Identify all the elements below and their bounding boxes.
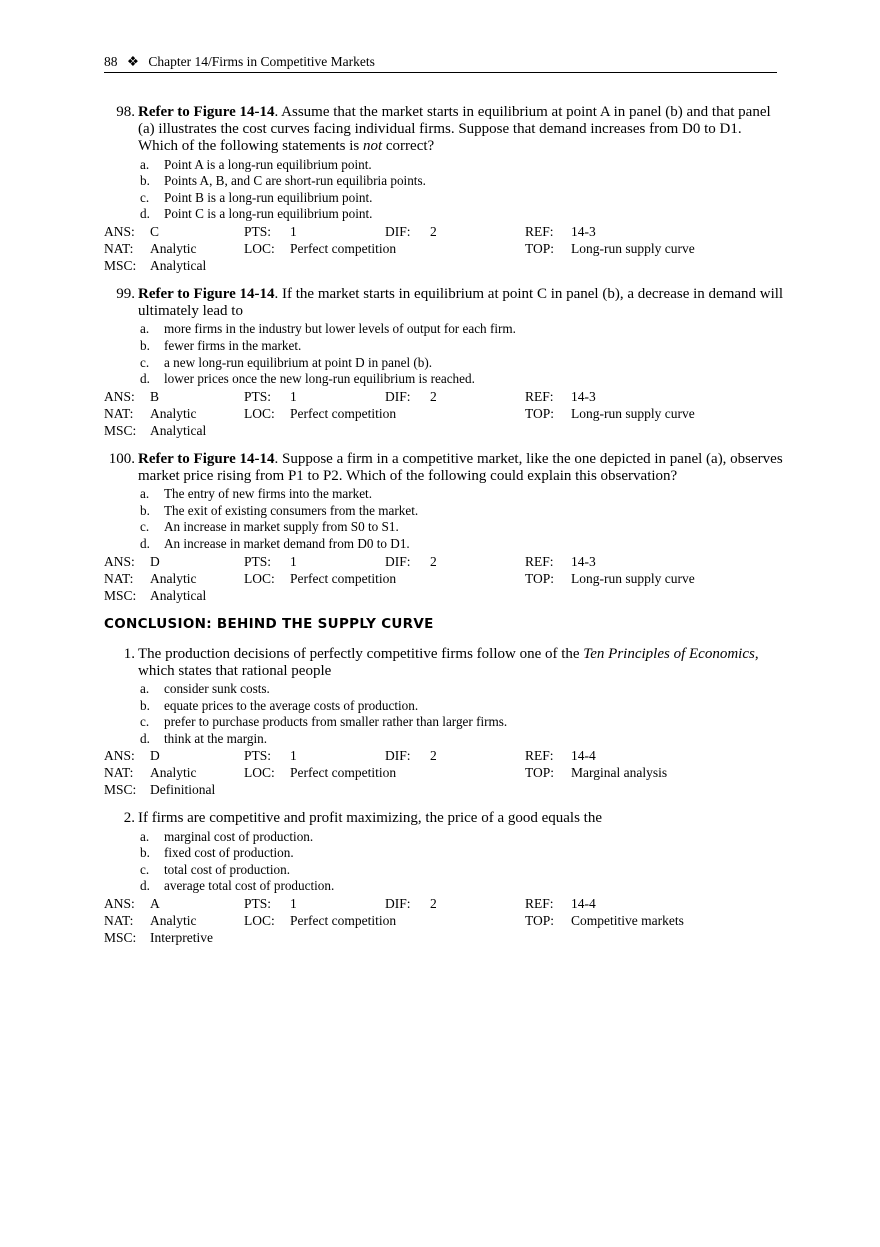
choice-text: fixed cost of production. [164,845,294,861]
answer-choice [104,698,784,715]
meta-loc-label: LOC: [244,240,275,256]
meta-dif-label: DIF: [385,553,411,569]
choice-letter: b. [140,337,150,353]
metadata-row [104,764,784,781]
meta-dif-label: DIF: [385,388,411,404]
choice-text: The exit of existing consumers from the market. [164,502,419,518]
meta-dif-label: DIF: [385,223,411,239]
question-text-end: , which states that rational people [138,645,759,679]
meta-top: Long-run supply curve [571,570,695,586]
choice-text: average total cost of production. [164,878,335,894]
question-emphasis: Ten Principles of Economics [583,645,755,662]
meta-loc: Perfect competition [290,765,397,781]
meta-nat-label: NAT: [104,765,134,781]
answer-choice [104,157,784,174]
meta-msc: Analytical [150,257,207,273]
page-header [104,53,777,73]
choice-text: marginal cost of production. [164,828,314,844]
meta-ref: 14-4 [571,895,596,911]
section-title: CONCLUSION: BEHIND THE SUPPLY CURVE [104,615,434,632]
meta-pts: 1 [290,223,297,239]
choice-text: think at the margin. [164,730,268,746]
figure-reference: Refer to Figure 14-14 [138,450,275,467]
question-group-14-3 [104,104,784,604]
answer-choice [104,338,784,355]
question-text-main: . Assume that the market starts in equilibrium at point A in panel (b) and that panel (a) illustrates the cost curves facing individual firms. Suppose that demand increases from D0 to D1. Which of the following statements is [138,104,771,155]
choice-text: An increase in market supply from S0 to S1. [164,519,399,535]
choice-text: more firms in the industry but lower levels of output for each firm. [164,321,516,337]
meta-ans: D [150,748,160,764]
answer-choice [104,321,784,338]
metadata-row [104,747,784,764]
meta-dif-label: DIF: [385,748,411,764]
answer-choices [104,681,784,747]
meta-loc: Perfect competition [290,240,397,256]
meta-top: Long-run supply curve [571,405,695,421]
meta-loc: Perfect competition [290,570,397,586]
choice-letter: d. [140,206,150,222]
question-text [138,646,759,679]
question-number: 100. [108,450,135,467]
choice-text: Point C is a long-run equilibrium point. [164,206,373,222]
meta-nat-label: NAT: [104,240,134,256]
meta-top: Competitive markets [571,912,684,928]
question-emphasis: not [362,138,383,155]
answer-choice [104,371,784,388]
meta-nat: Analytic [150,570,197,586]
meta-msc-label: MSC: [104,422,137,438]
meta-ref-label: REF: [525,895,554,911]
page-number: 88 [104,54,118,69]
metadata-row [104,781,784,798]
meta-nat: Analytic [150,405,197,421]
question-text-end: correct? [382,138,435,155]
meta-pts-label: PTS: [244,553,272,569]
meta-msc-label: MSC: [104,929,137,945]
answer-choices [104,486,784,552]
answer-choice [104,862,784,879]
meta-nat-label: NAT: [104,570,134,586]
metadata-row [104,929,784,946]
choice-letter: a. [140,680,150,696]
metadata-row [104,223,784,240]
question-stem [104,104,784,156]
choice-text: a new long-run equilibrium at point D in panel (b). [164,354,433,370]
question-text-main: . If the market starts in equilibrium at point C in panel (b), a decrease in demand will ultimately lead to [138,285,784,320]
meta-msc: Analytical [150,422,207,438]
meta-pts-label: PTS: [244,748,272,764]
meta-dif: 2 [430,223,437,239]
meta-dif: 2 [430,895,437,911]
choice-letter: a. [140,156,150,172]
meta-dif: 2 [430,388,437,404]
metadata-row [104,570,784,587]
choice-letter: a. [140,828,150,844]
question-text [138,810,602,826]
question-number: 98. [116,104,135,120]
diamond-icon: ❖ [126,54,139,69]
choice-letter: d. [140,730,150,746]
meta-ans: D [150,553,160,569]
meta-ans-label: ANS: [104,388,135,404]
answer-choices [104,321,784,387]
choice-text: An increase in market demand from D0 to D1. [164,535,410,551]
choice-letter: a. [140,321,150,337]
meta-loc-label: LOC: [244,765,275,781]
choice-letter: d. [140,371,150,387]
choice-letter: b. [140,845,150,861]
meta-ref-label: REF: [525,553,554,569]
meta-top: Marginal analysis [571,765,668,781]
question-item [104,286,784,439]
metadata-row [104,553,784,570]
answer-choice [104,829,784,846]
meta-msc-label: MSC: [104,782,137,798]
meta-ans-label: ANS: [104,748,135,764]
answer-choice [104,173,784,190]
choice-letter: b. [140,502,150,518]
question-stem [104,646,784,680]
answer-choice [104,845,784,862]
question-stem [104,286,784,320]
answer-choices [104,829,784,895]
choice-letter: b. [140,697,150,713]
meta-pts: 1 [290,748,297,764]
meta-msc-label: MSC: [104,257,137,273]
choice-text: total cost of production. [164,861,290,877]
question-group-14-4 [104,646,784,946]
meta-loc: Perfect competition [290,405,397,421]
meta-top-label: TOP: [525,765,555,781]
answer-choice [104,206,784,223]
choice-text: prefer to purchase products from smaller rather than larger firms. [164,714,508,730]
meta-top-label: TOP: [525,405,555,421]
meta-nat: Analytic [150,765,197,781]
question-number: 2. [123,810,135,827]
meta-dif: 2 [430,553,437,569]
meta-ref-label: REF: [525,748,554,764]
meta-top-label: TOP: [525,570,555,586]
meta-dif-label: DIF: [385,895,411,911]
question-item [104,104,784,274]
meta-pts: 1 [290,553,297,569]
question-text-main: . Suppose a firm in a competitive market, like the one depicted in panel (a), observes market price rising from P1 to P2. Which of the following could explain this observation? [138,450,783,484]
answer-choice [104,355,784,372]
choice-text: consider sunk costs. [164,680,270,696]
answer-choice [104,714,784,731]
question-item [104,810,784,946]
meta-ref: 14-4 [571,748,596,764]
meta-pts: 1 [290,388,297,404]
meta-ans: A [150,895,160,911]
meta-msc: Analytical [150,587,207,603]
meta-ans-label: ANS: [104,895,135,911]
choice-text: Points A, B, and C are short-run equilibria points. [164,173,426,189]
meta-top-label: TOP: [525,240,555,256]
answer-choice [104,536,784,553]
answer-metadata [104,895,784,946]
meta-ref: 14-3 [571,553,596,569]
question-number: 99. [116,285,135,302]
figure-reference: Refer to Figure 14-14 [138,285,275,302]
answer-choices [104,157,784,223]
meta-pts-label: PTS: [244,895,272,911]
meta-loc-label: LOC: [244,570,275,586]
answer-choice [104,681,784,698]
question-text [138,104,771,154]
metadata-row [104,405,784,422]
meta-nat: Analytic [150,240,197,256]
choice-text: lower prices once the new long-run equilibrium is reached. [164,371,475,387]
question-number: 1. [123,645,135,662]
choice-letter: c. [140,861,150,877]
meta-ref-label: REF: [525,388,554,404]
answer-choice [104,519,784,536]
meta-msc: Interpretive [150,929,213,945]
chapter-title: Chapter 14/Firms in Competitive Markets [148,54,375,69]
question-text [138,451,783,484]
metadata-row [104,240,784,257]
figure-reference: Refer to Figure 14-14 [138,104,275,120]
choice-text: fewer firms in the market. [164,337,302,353]
page-content [104,104,784,958]
meta-loc-label: LOC: [244,912,275,928]
question-text-main: The production decisions of perfectly competitive firms follow one of the [138,645,584,662]
meta-pts: 1 [290,895,297,911]
answer-choice [104,878,784,895]
meta-nat: Analytic [150,912,197,928]
meta-msc: Definitional [150,782,216,798]
metadata-row [104,912,784,929]
meta-ref-label: REF: [525,223,554,239]
metadata-row [104,388,784,405]
meta-loc-label: LOC: [244,405,275,421]
choice-letter: c. [140,354,150,370]
metadata-row [104,257,784,274]
meta-ans: C [150,223,160,239]
meta-pts-label: PTS: [244,388,272,404]
question-stem [104,451,784,485]
answer-choice [104,190,784,207]
answer-choice [104,486,784,503]
meta-ref: 14-3 [571,388,596,404]
meta-ans: B [150,388,160,404]
meta-pts-label: PTS: [244,223,272,239]
meta-msc-label: MSC: [104,587,137,603]
choice-letter: b. [140,173,150,189]
answer-metadata [104,388,784,439]
meta-dif: 2 [430,748,437,764]
answer-choice [104,731,784,748]
choice-letter: d. [140,535,150,551]
meta-nat-label: NAT: [104,405,134,421]
choice-letter: c. [140,519,150,535]
question-item [104,451,784,604]
choice-text: equate prices to the average costs of production. [164,697,419,713]
choice-letter: c. [140,189,150,205]
question-text [138,286,783,319]
meta-nat-label: NAT: [104,912,134,928]
meta-ans-label: ANS: [104,553,135,569]
meta-ref: 14-3 [571,223,596,239]
question-item [104,646,784,799]
choice-letter: c. [140,714,150,730]
choice-text: The entry of new firms into the market. [164,486,373,502]
choice-text: Point A is a long-run equilibrium point. [164,156,372,172]
answer-choice [104,503,784,520]
meta-loc: Perfect competition [290,912,397,928]
question-stem [104,810,784,827]
answer-metadata [104,553,784,604]
meta-top-label: TOP: [525,912,555,928]
question-text-main: If firms are competitive and profit maximizing, the price of a good equals the [138,810,603,827]
meta-top: Long-run supply curve [571,240,695,256]
metadata-row [104,895,784,912]
answer-metadata [104,223,784,274]
answer-metadata [104,747,784,798]
metadata-row [104,587,784,604]
choice-text: Point B is a long-run equilibrium point. [164,189,373,205]
metadata-row [104,422,784,439]
meta-ans-label: ANS: [104,223,135,239]
choice-letter: a. [140,486,150,502]
choice-letter: d. [140,878,150,894]
